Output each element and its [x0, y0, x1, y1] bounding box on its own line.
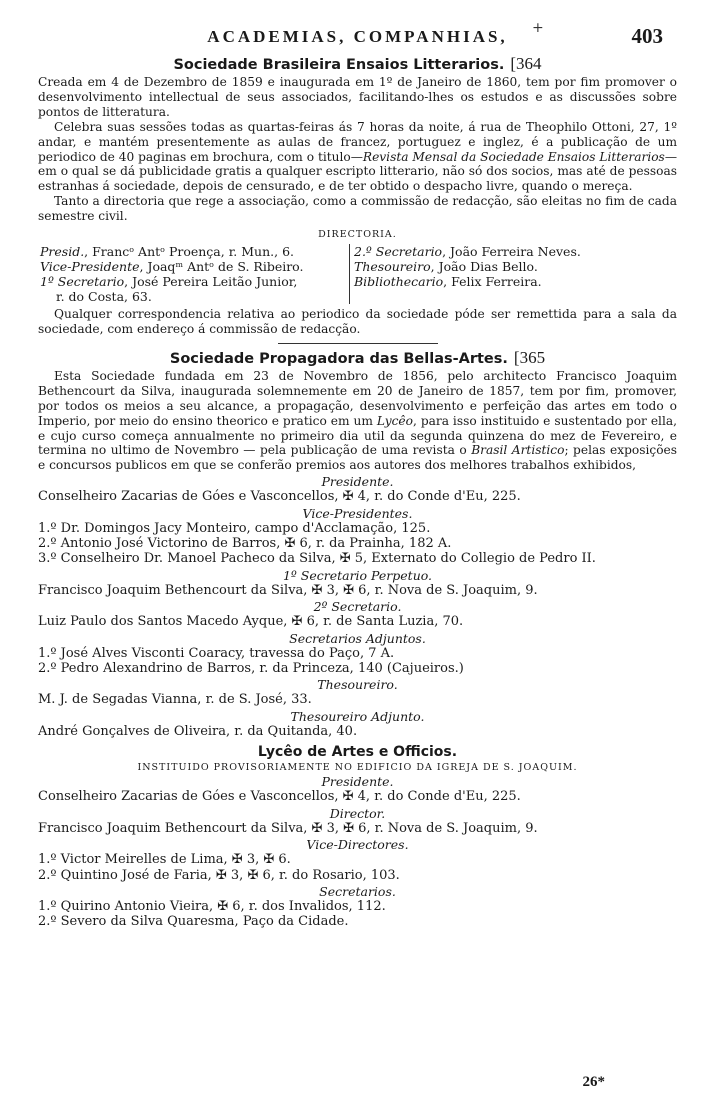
lyceu-word: Lycêo: [376, 413, 413, 428]
lyceu-officers: [38, 774, 677, 929]
officer-role: Thesoureiro: [354, 259, 431, 275]
officer-entry: Conselheiro Zacarias de Góes e Vasconcellos, ✠ 4, r. do Conde d'Eu, 225.: [38, 489, 521, 505]
paragraph: [38, 120, 677, 195]
officer-role-heading: Vice-Presidentes.: [302, 505, 413, 521]
signature-mark: 26*: [582, 1074, 605, 1090]
directoria-entry: [40, 259, 345, 274]
paragraph-text: Celebra suas sessões todas as quartas-feiras ás 7 horas da noite, á rua de Theophilo Ottoni, 27, 1º andar, e mantém presentemente as aulas de francez, portuguez e inglez, é a publicação de um periodico de 40 paginas em brochura, com o titulo—: [38, 119, 677, 164]
officer-role-heading: Secretarios Adjuntos.: [289, 630, 426, 646]
running-header: [38, 22, 677, 52]
paragraph-text: ; pelas exposições e concursos publicos em que se conferão premios aos autores dos melhores trabalhos exhibidos,: [38, 443, 678, 473]
officer-name: , Francᵒ Antᵒ Proença, r. Mun., 6.: [84, 244, 295, 260]
officer-entry: 2.º Antonio José Victorino de Barros, ✠ 6, r. da Prainha, 182 A.: [38, 536, 452, 552]
directoria-label: DIRECTORIA.: [318, 229, 397, 241]
section-number: [364: [510, 54, 542, 73]
section-title-text: Sociedade Brasileira Ensaios Litterarios.: [173, 57, 505, 73]
officer-name: , José Pereira Leitão Junior,: [124, 274, 298, 290]
officer-role-heading: 1º Secretario Perpetuo.: [282, 567, 433, 583]
officer-role-heading: Presidente.: [321, 774, 394, 790]
officer-entry: 1.º Dr. Domingos Jacy Monteiro, campo d'Acclamação, 125.: [38, 520, 431, 536]
journal-title: Brasil Artistico: [471, 443, 565, 458]
officer-entry: 1.º Quirino Antonio Vieira, ✠ 6, r. dos Invalidos, 112.: [38, 898, 386, 914]
running-title: ACADEMIAS, COMPANHIAS,: [207, 27, 508, 46]
officer-role-heading: Vice-Directores.: [306, 837, 409, 853]
officer-entry: Francisco Joaquim Bethencourt da Silva, ✠ 3, ✠ 6, r. Nova de S. Joaquim, 9.: [38, 582, 538, 598]
section-title-text: Sociedade Propagadora das Bellas-Artes.: [169, 350, 508, 367]
section-divider: [278, 343, 438, 344]
lyceu-title: Lycêo de Artes e Officios.: [257, 744, 458, 761]
officer-role-heading: Director.: [329, 805, 386, 821]
officer-name: , Joaqᵐ Antᵒ de S. Ribeiro.: [139, 259, 304, 275]
paragraph-text: , para isso instituido e sustentado por ella, e cujo curso começa annualmente no primeiro dia util da segunda quinzena do mez de Fevereiro, e termina no ultimo de Novembro — pela publicação de uma revista o: [38, 413, 677, 458]
directoria-entry: [354, 244, 677, 259]
directoria-entry: [40, 244, 345, 259]
paragraph: Tanto a directoria que rege a associação, como a commissão de redacção, são eleitas no fim de cada semestre civil.: [38, 194, 677, 224]
directoria-entry: [40, 274, 345, 289]
section-title-365: [38, 348, 677, 368]
paragraph: Creada em 4 de Dezembro de 1859 e inaugurada em 1º de Janeiro de 1860, tem por fim promover o desenvolvimento intellectual de seus associados, facilitando-lhes os estudos e as discussões sobre pontos de litteratura.: [38, 75, 677, 119]
directoria-entry: [354, 274, 677, 289]
officer-entry: André Gonçalves de Oliveira, r. da Quitanda, 40.: [38, 723, 358, 739]
officer-entry: Luiz Paulo dos Santos Macedo Ayque, ✠ 6, r. de Santa Luzia, 70.: [38, 614, 464, 630]
directoria-left-column: [40, 244, 350, 304]
lyceu-subtitle: INSTITUIDO PROVISORIAMENTE NO EDIFICIO DA IGREJA DE S. JOAQUIM.: [137, 762, 578, 774]
officer-name: , Felix Ferreira.: [443, 274, 542, 290]
paragraph-text: —em o qual se dá publicidade gratis a qualquer escripto litterario, não só dos socios, mas até de pessoas estranhas á sociedade, depois de censurado, e de ter obtido o despacho livre, quando o mereça.: [38, 149, 677, 194]
section2-officers: [38, 474, 677, 739]
officer-role: 1º Secretario: [40, 274, 125, 290]
paragraph-text: Esta Sociedade fundada em 23 de Novembro de 1856, pelo architecto Francisco Joaquim Bethencourt da Silva, inaugurada solemnemente em 20 de Janeiro de 1857, tem por fim, promover, por todos os meios a seu alcance, a propagação, desenvolvimento e perfeição das artes em todo o Imperio, por meio do ensino theorico e pratico em um: [38, 368, 677, 428]
officer-role: Presid.: [40, 244, 85, 260]
officer-role-heading: 2º Secretario.: [313, 599, 402, 615]
officer-entry: 2.º Pedro Alexandrino de Barros, r. da Princeza, 140 (Cajueiros.): [38, 661, 464, 677]
officer-entry: 1.º Victor Meirelles de Lima, ✠ 3, ✠ 6.: [38, 852, 291, 868]
directoria-entry-cont: r. do Costa, 63.: [56, 289, 152, 305]
paragraph: [38, 369, 677, 473]
officer-role-heading: Presidente.: [321, 474, 394, 490]
officer-role: Vice-Presidente: [40, 259, 140, 275]
directoria-right-column: [350, 244, 677, 304]
page-number: 403: [631, 24, 663, 48]
section-number: [365: [513, 347, 546, 367]
journal-title: Revista Mensal da Sociedade Ensaios Litterarios: [362, 149, 665, 164]
officer-name: , João Dias Bello.: [430, 259, 538, 275]
officer-entry: Conselheiro Zacarias de Góes e Vasconcellos, ✠ 4, r. do Conde d'Eu, 225.: [38, 789, 521, 805]
officer-entry: 1.º José Alves Visconti Coaracy, travessa do Paço, 7 A.: [38, 645, 395, 661]
officer-role-heading: Thesoureiro.: [317, 677, 398, 693]
officer-entry: Francisco Joaquim Bethencourt da Silva, ✠ 3, ✠ 6, r. Nova de S. Joaquim, 9.: [38, 820, 538, 836]
officer-entry: 3.º Conselheiro Dr. Manoel Pacheco da Silva, ✠ 5, Externato do Collegio de Pedro II.: [38, 551, 596, 567]
officer-name: , João Ferreira Neves.: [442, 244, 581, 260]
officer-entry: 2.º Severo da Silva Quaresma, Paço da Cidade.: [38, 914, 349, 930]
directoria-entry: [354, 259, 677, 274]
section-title-364: [38, 54, 677, 74]
officer-entry: M. J. de Segadas Vianna, r. de S. José, 33.: [38, 692, 312, 708]
paragraph: Qualquer correspondencia relativa ao periodico da sociedade póde ser remettida para a sala da sociedade, com endereço á commissão de redacção.: [38, 307, 677, 336]
margin-mark: +: [532, 20, 544, 36]
officer-role-heading: Thesoureiro Adjunto.: [290, 708, 425, 724]
officer-role-heading: Secretarios.: [319, 883, 396, 899]
officer-role: Bibliothecario: [354, 274, 444, 290]
officer-entry: 2.º Quintino José de Faria, ✠ 3, ✠ 6, r. do Rosario, 103.: [38, 867, 400, 883]
directoria-table: [40, 244, 677, 304]
officer-role: 2.º Secretario: [354, 244, 443, 260]
